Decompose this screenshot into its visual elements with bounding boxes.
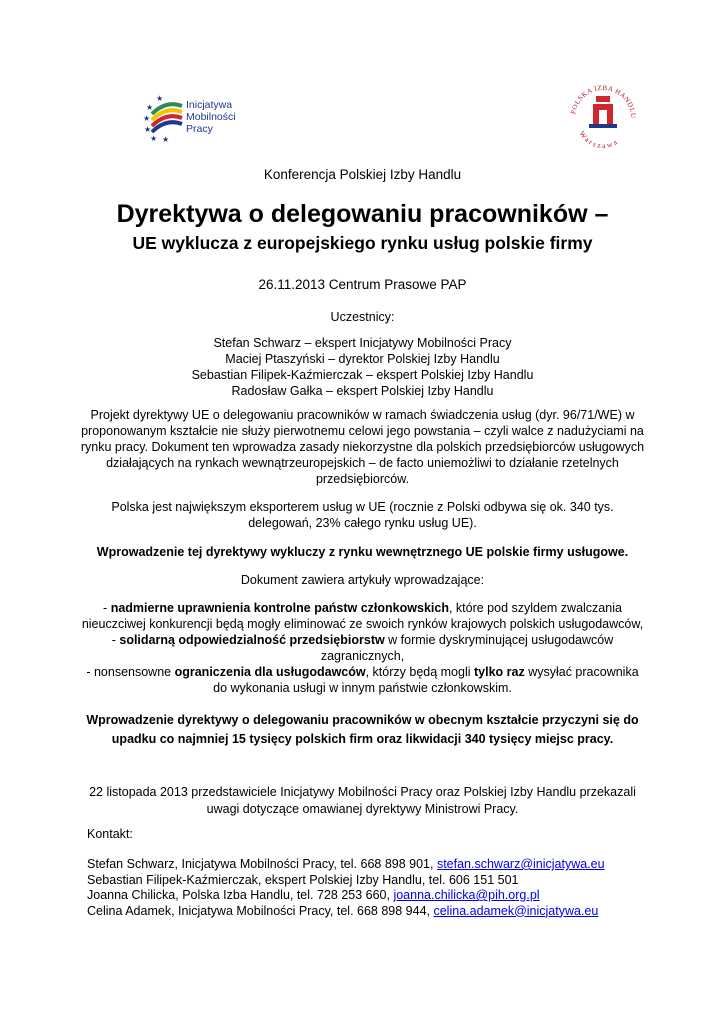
bold-phrase: ograniczenia dla usługodawców bbox=[174, 665, 366, 679]
paragraph-line: Wprowadzenie dyrektywy o delegowaniu pracowników w obecnym kształcie przyczyni się do bbox=[86, 713, 639, 727]
seal-city-text: Warszawa bbox=[577, 129, 621, 151]
participants-label: Uczestnicy: bbox=[330, 310, 395, 324]
email-link[interactable]: stefan.schwarz@inicjatywa.eu bbox=[436, 857, 605, 871]
paragraph-line: 22 listopada 2013 przedstawiciele Inicjatywy Mobilności Pracy oraz Polskiej Izby Handlu przekazali bbox=[89, 785, 636, 799]
email-link[interactable]: celina.adamek@inicjatywa.eu bbox=[433, 903, 599, 918]
participant-item: Stefan Schwarz – ekspert Inicjatywy Mobilności Pracy bbox=[213, 336, 512, 350]
paragraph-impact-bold bbox=[60, 711, 665, 749]
paragraph-line: delegowań, 23% całego rynku usług UE). bbox=[248, 516, 477, 530]
logo-text-line3: Pracy bbox=[186, 123, 213, 135]
contact-row: Sebastian Filipek-Kaźmierczak, ekspert Polskiej Izby Handlu, tel. 606 151 501 bbox=[87, 872, 519, 887]
logo-text-line1: Inicjatywa bbox=[186, 99, 233, 111]
contact-label: Kontakt: bbox=[87, 827, 133, 841]
paragraph-line: Projekt dyrektywy UE o delegowaniu pracowników w ramach świadczenia usług (dyr. 96/71/WE) w bbox=[90, 408, 635, 422]
svg-text:★: ★ bbox=[144, 125, 152, 134]
svg-text:★: ★ bbox=[156, 94, 164, 103]
contact-row: Celina Adamek, Inicjatywa Mobilności Pracy, tel. 668 898 944, celina.adamek@inicjatywa.eu bbox=[87, 903, 599, 918]
article-item-cont: zagranicznych, bbox=[320, 649, 405, 663]
bold-phrase: solidarną odpowiedzialność przedsiębiorstw bbox=[119, 633, 385, 647]
polska-izba-handlu-logo bbox=[565, 80, 641, 156]
email-link[interactable]: joanna.chilicka@pih.org.pl bbox=[393, 888, 540, 902]
svg-text:★: ★ bbox=[143, 114, 151, 123]
conference-name: Konferencja Polskiej Izby Handlu bbox=[263, 167, 462, 182]
svg-text:Warszawa bbox=[578, 129, 621, 150]
svg-text:★: ★ bbox=[162, 135, 170, 142]
bold-phrase: tylko raz bbox=[474, 665, 525, 679]
logo-text-line2: Mobilności bbox=[186, 111, 236, 123]
paragraph-handover bbox=[60, 784, 665, 818]
paragraph-line: proponowanym kształcie nie służy pierwotnemu celowi jego powstania – czyli walce z nadużyciami na bbox=[81, 424, 644, 438]
date-and-place: 26.11.2013 Centrum Prasowe PAP bbox=[258, 277, 467, 292]
participant-item: Sebastian Filipek-Kaźmierczak – ekspert Polskiej Izby Handlu bbox=[191, 368, 534, 382]
svg-text:★: ★ bbox=[146, 103, 154, 112]
article-item: - nonsensowne ograniczenia dla usługodawców, którzy będą mogli tylko raz wysyłać pracownika bbox=[86, 665, 639, 679]
articles-list bbox=[60, 600, 665, 696]
paragraph-articles-intro: Dokument zawiera artykuły wprowadzające: bbox=[240, 573, 485, 587]
svg-text:★: ★ bbox=[150, 134, 158, 142]
paragraph-line: uwagi dotyczące omawianej dyrektywy Ministrowi Pracy. bbox=[206, 802, 519, 816]
paragraph-directive bbox=[60, 407, 665, 487]
paragraph-line: Polska jest największym eksporterem usług w UE (rocznie z Polski odbywa się ok. 340 tys. bbox=[111, 500, 614, 514]
document-title: Dyrektywa o delegowaniu pracowników – bbox=[116, 200, 609, 228]
contact-row: Stefan Schwarz, Inicjatywa Mobilności Pracy, tel. 668 898 901, stefan.schwarz@inicjatywa.eu bbox=[87, 857, 605, 871]
paragraph-line: działających na rynkach wewnątrzeuropejskich – de facto uniemożliwi to działanie rzetelnych bbox=[106, 456, 619, 470]
article-item: - nadmierne uprawnienia kontrolne państw członkowskich, które pod szyldem zwalczania bbox=[103, 601, 622, 615]
article-item-cont: nieuczciwej konkurencji będą mogły eliminować ze swoich rynków krajowych polskich usługodawców, bbox=[81, 617, 644, 631]
paragraph-line: upadku co najmniej 15 tysięcy polskich firm oraz likwidacji 340 tysięcy miejsc pracy. bbox=[111, 732, 614, 746]
paragraph-line: rynku pracy. Dokument ten wprowadza zasady niekorzystne dla polskich przedsiębiorców usługowych bbox=[80, 440, 645, 454]
inicjatywa-emblem-icon bbox=[142, 92, 184, 142]
participant-item: Radosław Gałka – ekspert Polskiej Izby Handlu bbox=[231, 384, 494, 398]
participants-list bbox=[60, 335, 665, 399]
paragraph-export bbox=[60, 499, 665, 531]
article-item-cont: do wykonania usługi w innym państwie członkowskim. bbox=[213, 681, 512, 695]
contact-list bbox=[87, 857, 667, 919]
inicjatywa-logo bbox=[142, 92, 242, 144]
bold-phrase: nadmierne uprawnienia kontrolne państw członkowskich bbox=[110, 601, 449, 615]
paragraph-exclusion-bold: Wprowadzenie tej dyrektywy wykluczy z rynku wewnętrznego UE polskie firmy usługowe. bbox=[96, 545, 629, 559]
contact-row: Joanna Chilicka, Polska Izba Handlu, tel. 728 253 660, joanna.chilicka@pih.org.pl bbox=[87, 888, 540, 902]
pih-seal-icon bbox=[565, 80, 641, 156]
participant-item: Maciej Ptaszyński – dyrektor Polskiej Izby Handlu bbox=[225, 352, 500, 366]
article-item: - solidarną odpowiedzialność przedsiębiorstw w formie dyskryminującej usługodawców bbox=[111, 633, 614, 647]
document-subtitle: UE wyklucza z europejskiego rynku usług polskie firmy bbox=[132, 233, 593, 253]
seal-arc-text: POLSKA IZBA HANDLU bbox=[569, 83, 638, 119]
paragraph-line: przedsiębiorców. bbox=[315, 472, 410, 486]
